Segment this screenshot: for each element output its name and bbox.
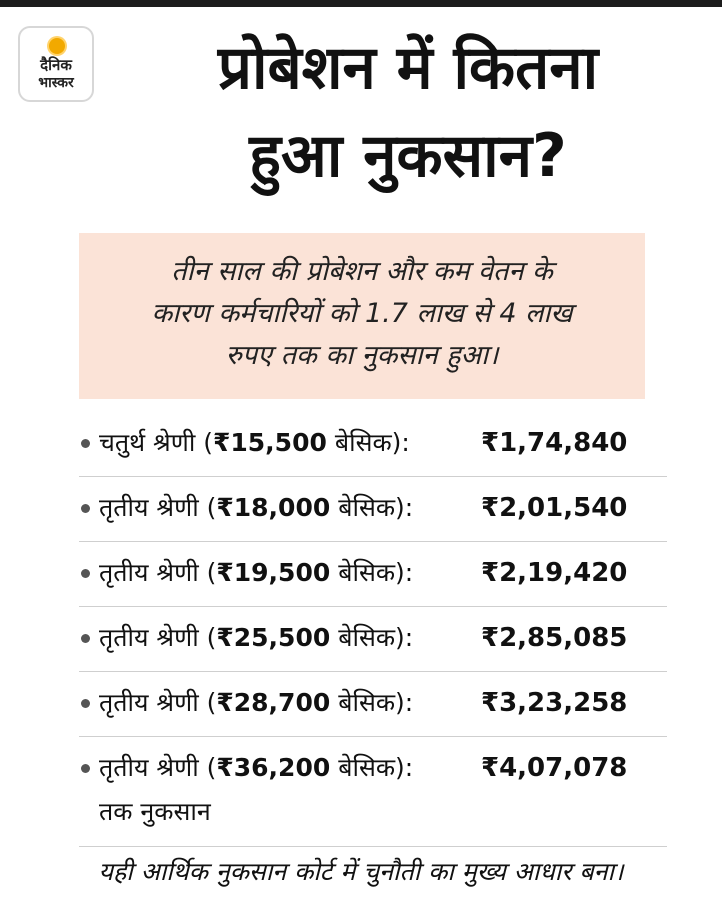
row-label: [99, 749, 413, 787]
row-label: [99, 684, 413, 722]
basic-suffix: बेसिक):: [330, 753, 414, 782]
grade-text: चतुर्थ श्रेणी (: [99, 428, 213, 457]
loss-amount: ₹3,23,258: [481, 688, 628, 718]
bullet-icon: [81, 764, 90, 773]
row-label: [99, 554, 413, 592]
loss-amount: ₹4,07,078: [481, 753, 628, 783]
bullet-icon: [81, 699, 90, 708]
logo-text-line1: दैनिक: [40, 56, 72, 74]
list-item: [79, 412, 667, 477]
basic-pay: ₹18,000: [216, 493, 331, 522]
grade-text: तृतीय श्रेणी (: [99, 558, 217, 587]
list-item: [79, 672, 667, 737]
row-label: [99, 424, 410, 462]
loss-amount: ₹2,19,420: [481, 558, 628, 588]
summary-box: [79, 233, 645, 399]
summary-line-1: तीन साल की प्रोबेशन और कम वेतन के: [171, 256, 553, 287]
basic-pay: ₹19,500: [216, 558, 331, 587]
footer-note: यही आर्थिक नुकसान कोर्ट में चुनौती का मुख्य आधार बना।: [98, 857, 624, 886]
sun-icon: [49, 38, 65, 54]
summary-line-3: रुपए तक का नुकसान हुआ।: [225, 340, 499, 371]
headline-line2: हुआ नुकसान?: [249, 121, 567, 191]
top-bar: [0, 0, 722, 7]
grade-text: तृतीय श्रेणी (: [99, 493, 217, 522]
row-label: [99, 619, 413, 657]
summary-line-2: कारण कर्मचारियों को 1.7 लाख से 4 लाख: [151, 298, 573, 329]
headline: [108, 24, 708, 200]
bullet-icon: [81, 634, 90, 643]
bullet-icon: [81, 569, 90, 578]
basic-pay: ₹25,500: [216, 623, 331, 652]
basic-suffix: बेसिक):: [330, 558, 414, 587]
list-item: [79, 542, 667, 607]
grade-text: तृतीय श्रेणी (: [99, 623, 217, 652]
basic-pay: ₹15,500: [213, 428, 327, 457]
basic-suffix: बेसिक):: [330, 688, 414, 717]
basic-suffix: बेसिक):: [330, 493, 414, 522]
basic-pay: ₹28,700: [216, 688, 331, 717]
basic-suffix: बेसिक):: [326, 428, 410, 457]
headline-line1: प्रोबेशन में कितना: [217, 33, 599, 103]
loss-amount: ₹2,85,085: [481, 623, 628, 653]
grade-text: तृतीय श्रेणी (: [99, 688, 217, 717]
bullet-icon: [81, 439, 90, 448]
loss-list: [79, 412, 667, 847]
loss-amount: ₹2,01,540: [481, 493, 628, 523]
basic-suffix: बेसिक):: [330, 623, 414, 652]
logo-text-line2: भास्कर: [38, 75, 74, 91]
dainik-bhaskar-logo: [18, 26, 94, 102]
row-extra-text: तक नुकसान: [99, 797, 211, 826]
bullet-icon: [81, 504, 90, 513]
row-label: [99, 489, 413, 527]
grade-text: तृतीय श्रेणी (: [99, 753, 217, 782]
loss-amount: ₹1,74,840: [481, 428, 628, 458]
list-item: [79, 737, 667, 847]
list-item: [79, 477, 667, 542]
list-item: [79, 607, 667, 672]
basic-pay: ₹36,200: [216, 753, 331, 782]
